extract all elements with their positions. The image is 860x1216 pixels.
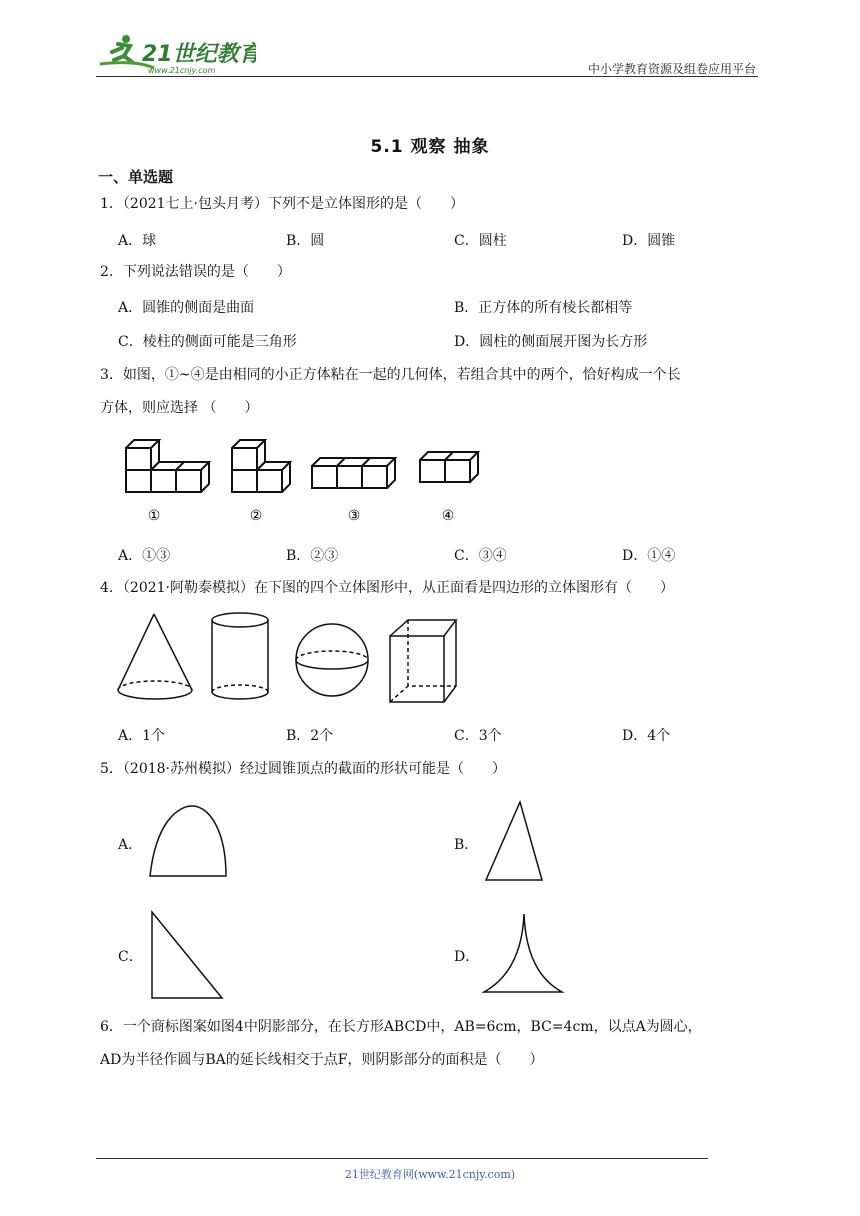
q5-option-c: C．	[118, 949, 143, 965]
logo-url: www.21cnjy.com	[148, 66, 216, 75]
q3-figure-label-4: ④	[441, 508, 455, 524]
q5-option-b: B．	[454, 837, 479, 853]
question-2-stem: 2．下列说法错误的是（ ）	[100, 264, 291, 280]
q5-option-b-shape	[484, 800, 548, 888]
section-heading: 一、单选题	[98, 168, 174, 186]
q3-option-b: B．②③	[286, 548, 339, 564]
q4-solid-figures	[110, 610, 470, 714]
question-3-stem-line1: 3．如图，①~④是由相同的小正方体粘在一起的几何体，若组合其中的两个，恰好构成一个长	[100, 367, 681, 383]
header-divider	[96, 76, 758, 77]
q4-option-a: A．1个	[118, 728, 166, 744]
question-3-stem-line2: 方体，则应选择 （ ）	[100, 400, 259, 416]
q1-option-a: A．球	[118, 233, 157, 249]
question-5-stem: 5．（2018·苏州模拟）经过圆锥顶点的截面的形状可能是（ ）	[100, 761, 506, 777]
q4-option-d: D．4个	[622, 728, 671, 744]
q5-option-d-shape	[482, 912, 566, 1000]
q1-option-c: C．圆柱	[454, 233, 507, 249]
q3-cube-figures	[110, 430, 510, 534]
q3-figure-label-3: ③	[347, 508, 361, 524]
q2-option-a: A．圆锥的侧面是曲面	[118, 300, 255, 316]
logo	[96, 30, 256, 78]
question-4-stem: 4．（2021·阿勒泰模拟）在下图的四个立体图形中，从正面看是四边形的立体图形有（ ）	[100, 580, 674, 596]
q4-option-c: C．3个	[454, 728, 502, 744]
footer-divider	[96, 1158, 708, 1159]
q3-option-d: D．①④	[622, 548, 676, 564]
q5-option-d: D．	[454, 949, 480, 965]
q2-option-c: C．棱柱的侧面可能是三角形	[118, 334, 297, 350]
q3-figure-label-2: ②	[249, 508, 263, 524]
q1-option-d: D．圆锥	[622, 233, 676, 249]
q1-option-b: B．圆	[286, 233, 325, 249]
q2-option-b: B．正方体的所有棱长都相等	[454, 300, 633, 316]
question-6-stem-line1: 6．一个商标图案如图4中阴影部分，在长方形ABCD中，AB=6cm，BC=4cm，以点A为圆心，	[100, 1019, 702, 1035]
q2-option-d: D．圆柱的侧面展开图为长方形	[454, 334, 648, 350]
question-1-stem: 1．（2021七上·包头月考）下列不是立体图形的是（ ）	[100, 196, 464, 212]
header-platform-text: 中小学教育资源及组卷应用平台	[587, 62, 756, 76]
q3-option-a: A．①③	[118, 548, 171, 564]
q3-figure-label-1: ①	[147, 508, 161, 524]
page-title: 5.1 观察 抽象	[370, 137, 490, 157]
q5-option-a: A．	[118, 837, 143, 853]
q5-option-c-shape	[150, 910, 226, 1006]
question-6-stem-line2: AD为半径作圆与BA的延长线相交于点F，则阴影部分的面积是（ ）	[100, 1052, 544, 1068]
footer-text: 21世纪教育网(www.21cnjy.com)	[344, 1168, 516, 1181]
q5-option-a-shape	[148, 802, 232, 886]
logo-text: 21世纪教育	[142, 42, 256, 67]
q4-option-b: B．2个	[286, 728, 334, 744]
q3-option-c: C．③④	[454, 548, 507, 564]
